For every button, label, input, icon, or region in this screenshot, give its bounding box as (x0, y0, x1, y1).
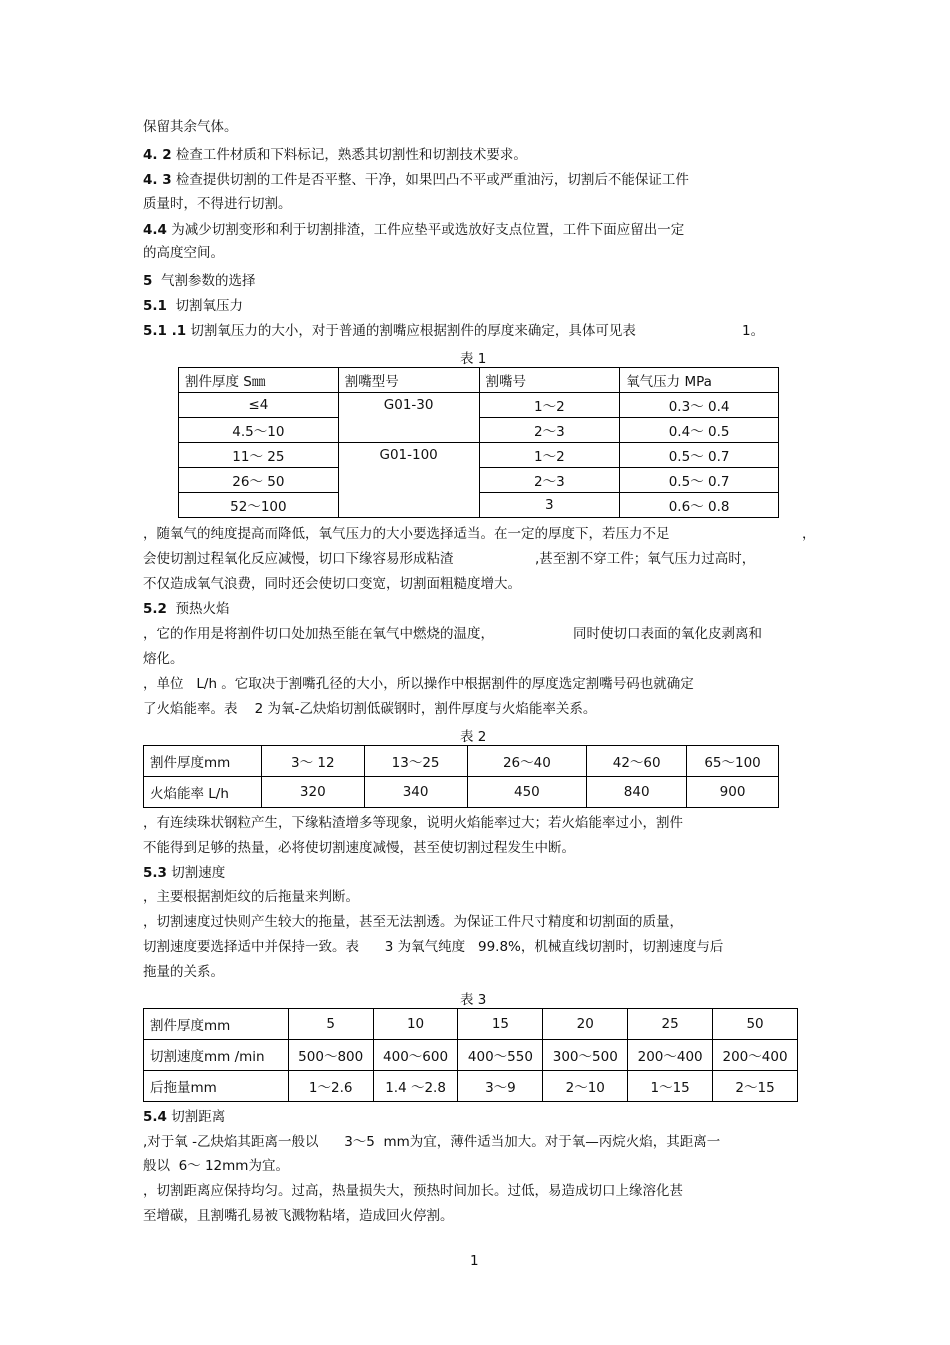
text-line (143, 889, 359, 905)
paragraph-text: 会使切割过程氧化反应减慢，切口下缘容易形成粘渣 (143, 551, 454, 567)
text-line (143, 526, 670, 542)
table-row (144, 777, 779, 808)
paragraph-text: ，它的作用是将割件切口处加热至能在氧气中燃烧的温度， (143, 626, 494, 642)
paragraph-text: 至增碳，且割嘴孔易被飞溅物粘堵，造成回火停割。 (143, 1208, 454, 1224)
text-line (143, 1158, 289, 1174)
table-cell: 200～400 (628, 1040, 713, 1071)
table-cell: 2～3 (479, 468, 620, 493)
text-line (143, 626, 494, 642)
section-number: 4. 2 (143, 147, 172, 163)
table-cell: 900 (687, 777, 779, 808)
section-heading (143, 601, 230, 617)
table-row (144, 1040, 798, 1071)
section-number: 5.1 .1 (143, 323, 187, 339)
section-number: 5.1 (143, 298, 167, 314)
heading-text: 气割参数的选择 (152, 273, 256, 289)
paragraph-text: 质量时，不得进行切割。 (143, 196, 292, 212)
table-cell: 26～ 50 (179, 468, 339, 493)
table-cell: 0.6～ 0.8 (620, 493, 779, 518)
table-cell: 42～60 (587, 746, 687, 777)
table-row (179, 493, 779, 518)
table-cell: 10 (373, 1009, 458, 1040)
heading-text: 切割氧压力 (166, 298, 244, 314)
section-heading (143, 298, 243, 314)
paragraph-text: 1。 (742, 323, 765, 339)
paragraph-text: ，有连续珠状钢粒产生，下缘粘渣增多等现象，说明火焰能率过大；若火焰能率过小，割件 (143, 815, 683, 831)
table-cell: 3～ 12 (261, 746, 364, 777)
table-cell: G01-30 (338, 393, 479, 443)
table-cell: 1～2.6 (288, 1071, 373, 1102)
text-line (802, 526, 816, 542)
section-heading (143, 865, 225, 881)
heading-text: 切割距离 (166, 1109, 226, 1125)
table-caption: 表 3 (460, 992, 487, 1008)
paragraph-text: ，切割距离应保持均匀。过高，热量损失大，预热时间加长。过低，易造成切口上缘溶化甚 (143, 1183, 683, 1199)
table-cell: 0.5～ 0.7 (620, 468, 779, 493)
table-cutting-pressure (178, 367, 779, 518)
paragraph-text: 切割速度要选择适中并保持一致。表 3 为氧气纯度 99.8%，机械直线切割时，切割速度与后 (143, 939, 724, 955)
text-line (143, 840, 575, 856)
table-cell: 320 (261, 777, 364, 808)
table-cell: 2～15 (713, 1071, 798, 1102)
table-cell: 340 (364, 777, 467, 808)
heading-text: 预热火焰 (166, 601, 230, 617)
paragraph-text: ,甚至割不穿工件；氧气压力过高时， (535, 551, 756, 567)
table-cell: 25 (628, 1009, 713, 1040)
table-row (179, 443, 779, 468)
paragraph-text: 检查提供切割的工件是否平整、干净，如果凹凸不平或严重油污，切割后不能保证工件 (171, 172, 689, 188)
table-cell: 400～600 (373, 1040, 458, 1071)
paragraph-text: 切割氧压力的大小，对于普通的割嘴应根据割件的厚度来确定，具体可见表 (186, 323, 636, 339)
table-cell: G01-100 (338, 443, 479, 518)
paragraph-text: ，切割速度过快则产生较大的拖量，甚至无法割透。为保证工件尺寸精度和切割面的质量， (143, 914, 683, 930)
table-cell: 500～800 (288, 1040, 373, 1071)
table-cell: 300～500 (543, 1040, 628, 1071)
text-line (143, 245, 224, 261)
paragraph-text: 不能得到足够的热量，必将使切割速度减慢，甚至使切割过程发生中断。 (143, 840, 575, 856)
text-line (143, 576, 521, 592)
text-line (143, 939, 723, 955)
table-cell: 2～3 (479, 418, 620, 443)
table-cell: 1～2 (479, 393, 620, 418)
paragraph-text: ,对于氧 -乙炔焰其距离一般以 3～5 mm为宜，薄件适当加大。对于氧—丙烷火焰，其距离一 (143, 1134, 721, 1150)
section-number: 4. 3 (143, 172, 172, 188)
paragraph-text: 般以 6～ 12mm为宜。 (143, 1158, 289, 1174)
paragraph-text: ，随氧气的纯度提高而降低，氧气压力的大小要选择适当。在一定的厚度下，若压力不足 (143, 526, 670, 542)
text-line (143, 172, 689, 188)
table-cell: 11～ 25 (179, 443, 339, 468)
text-line (143, 1134, 720, 1150)
table-cell: 13～25 (364, 746, 467, 777)
paragraph-text: 的高度空间。 (143, 245, 224, 261)
text-line (143, 914, 683, 930)
paragraph-text: ，单位 L/h 。它取决于割嘴孔径的大小，所以操作中根据割件的厚度选定割嘴号码也就确定 (143, 676, 694, 692)
paragraph-text: ，主要根据割炬纹的后拖量来判断。 (143, 889, 359, 905)
table-cell: 割件厚度mm (144, 746, 262, 777)
table-cell: 1～2 (479, 443, 620, 468)
paragraph-text: 拖量的关系。 (143, 964, 224, 980)
table-caption: 表 2 (460, 729, 487, 745)
text-line (143, 196, 292, 212)
text-line (143, 551, 454, 567)
text-line (143, 222, 684, 238)
table-cell: 20 (543, 1009, 628, 1040)
table-cell: 200～400 (713, 1040, 798, 1071)
text-line (143, 323, 636, 339)
paragraph-text: ， (802, 526, 816, 542)
text-line (143, 701, 596, 717)
text-line (143, 651, 184, 667)
table-cell: 2～10 (543, 1071, 628, 1102)
table-cell: 3～9 (458, 1071, 543, 1102)
table-cell: 4.5～10 (179, 418, 339, 443)
table-cell: 400～550 (458, 1040, 543, 1071)
table-flame-power (143, 745, 779, 808)
table-cell: 0.5～ 0.7 (620, 443, 779, 468)
header-cell: 氧气压力 MPa (620, 368, 779, 393)
paragraph-text: 检查工件材质和下料标记，熟悉其切割性和切割技术要求。 (171, 147, 527, 163)
section-number: 5.3 (143, 865, 167, 881)
table-cell: 52～100 (179, 493, 339, 518)
table-row (144, 1071, 798, 1102)
text-line (573, 626, 762, 642)
header-cell: 割嘴号 (479, 368, 620, 393)
text-line (143, 1183, 683, 1199)
heading-text: 切割速度 (166, 865, 226, 881)
table-row (179, 468, 779, 493)
page-number: 1 (470, 1253, 479, 1269)
table-cell: 15 (458, 1009, 543, 1040)
table-cell: 切割速度mm /min (144, 1040, 289, 1071)
text-line (742, 323, 764, 339)
paragraph-text: 为减少切割变形和利于切割排渣，工件应垫平或选放好支点位置，工件下面应留出一定 (166, 222, 685, 238)
paragraph-text: 同时使切口表面的氧化皮剥离和 (573, 626, 762, 642)
table-cell: 65～100 (687, 746, 779, 777)
text-line (143, 676, 694, 692)
table-cell: 26～40 (467, 746, 587, 777)
paragraph-text: 熔化。 (143, 651, 184, 667)
table-cell: 450 (467, 777, 587, 808)
table-cell: 后拖量mm (144, 1071, 289, 1102)
section-number: 5.2 (143, 601, 167, 617)
text-line (143, 964, 224, 980)
table-row (179, 418, 779, 443)
text-line (143, 119, 238, 135)
table-cell: 5 (288, 1009, 373, 1040)
text-line (143, 815, 683, 831)
section-heading (143, 1109, 225, 1125)
paragraph-text: 保留其余气体。 (143, 119, 238, 135)
table-row (144, 1009, 798, 1040)
table-cell: 840 (587, 777, 687, 808)
table-cell: 割件厚度mm (144, 1009, 289, 1040)
text-line (535, 551, 755, 567)
table-cutting-speed (143, 1008, 798, 1102)
table-row (144, 746, 779, 777)
table-cell: 1.4 ～2.8 (373, 1071, 458, 1102)
section-heading (143, 273, 256, 289)
table-header-row (179, 368, 779, 393)
table-cell: ≤4 (179, 393, 339, 418)
header-cell: 割嘴型号 (338, 368, 479, 393)
table-cell: 火焰能率 L/h (144, 777, 262, 808)
table-cell: 3 (479, 493, 620, 518)
section-number: 5 (143, 273, 153, 289)
table-cell: 0.3～ 0.4 (620, 393, 779, 418)
text-line (143, 147, 527, 163)
table-caption: 表 1 (460, 351, 487, 367)
header-cell: 割件厚度 S㎜ (179, 368, 339, 393)
table-cell: 1～15 (628, 1071, 713, 1102)
section-number: 4.4 (143, 222, 167, 238)
table-cell: 50 (713, 1009, 798, 1040)
table-row (179, 393, 779, 418)
paragraph-text: 了火焰能率。表 2 为氧-乙炔焰切割低碳钢时，割件厚度与火焰能率关系。 (143, 701, 597, 717)
paragraph-text: 不仅造成氧气浪费，同时还会使切口变宽，切割面粗糙度增大。 (143, 576, 521, 592)
section-number: 5.4 (143, 1109, 167, 1125)
table-cell: 0.4～ 0.5 (620, 418, 779, 443)
text-line (143, 1208, 454, 1224)
